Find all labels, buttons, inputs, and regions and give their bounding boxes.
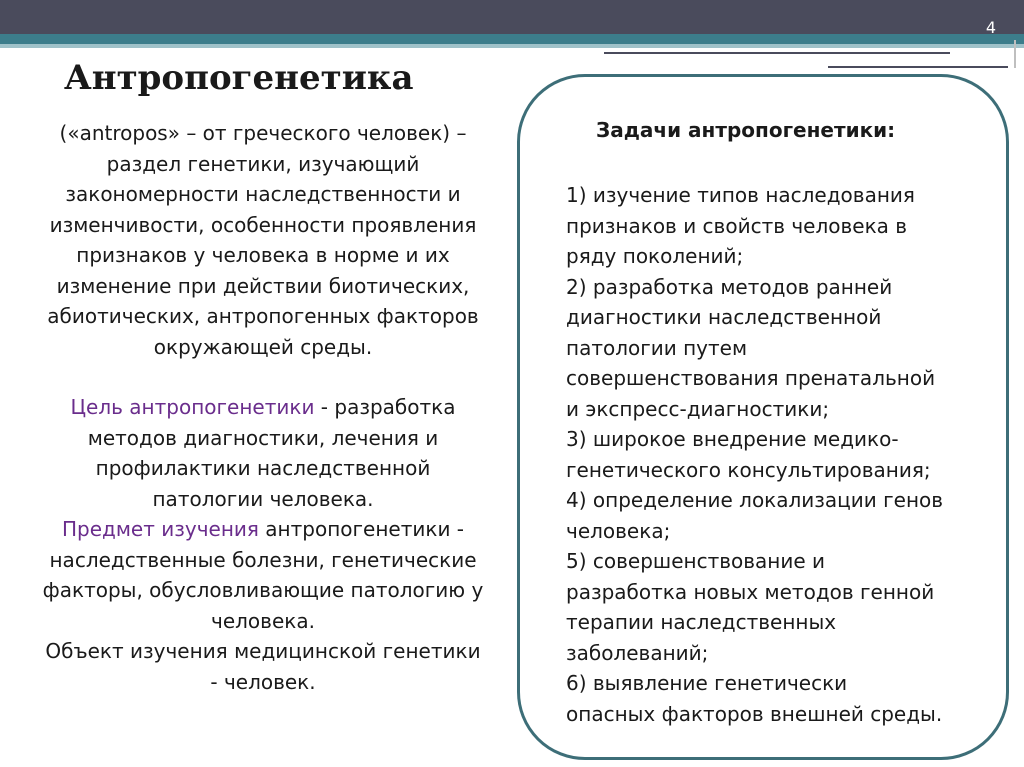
task-line: генетического консультирования; (566, 457, 931, 482)
task-line: и экспресс-диагностики; (566, 396, 830, 421)
definition-panel (18, 118, 508, 697)
goal-term: Цель антропогенетики (70, 395, 315, 419)
task-line: опасных факторов внешней среды. (566, 701, 943, 726)
task-line: 3) широкое внедрение медико- (566, 427, 899, 451)
definition-line: признаков у человека в норме и их (76, 243, 450, 267)
subject-text: антропогенетики - (258, 517, 465, 541)
decorative-line (604, 52, 950, 54)
goal-line: патологии человека. (152, 486, 374, 511)
task-line: терапии наследственных (566, 610, 837, 634)
goal-line: методов диагностики, лечения и (87, 425, 439, 450)
task-line: заболеваний; (566, 640, 709, 665)
task-line: 1) изучение типов наследования (566, 183, 915, 207)
goal-text: - разработка (314, 395, 456, 419)
header-band (0, 0, 1024, 34)
header-accent-band (0, 34, 1024, 44)
task-line: диагностики наследственной (566, 305, 882, 329)
page-number: 4 (985, 18, 996, 37)
task-line: 6) выявление генетически (566, 671, 848, 695)
header-accent-band-light (0, 44, 1024, 48)
paragraph-gap (18, 362, 508, 392)
object-line: - человек. (210, 669, 316, 694)
goal-line (18, 392, 508, 423)
task-line: 5) совершенствование и (566, 549, 826, 573)
decorative-line (828, 66, 1008, 68)
object-line: Объект изучения медицинской генетики (45, 639, 481, 663)
task-line: ряду поколений; (566, 244, 744, 268)
subject-line: наследственные болезни, генетические (49, 547, 477, 572)
subject-line: человека. (211, 608, 315, 633)
task-line: 4) определение локализации генов (566, 488, 944, 512)
task-line: разработка новых методов генной (566, 579, 935, 604)
definition-line: раздел генетики, изучающий (106, 151, 420, 176)
subject-line: факторы, обусловливающие патологию у (42, 578, 484, 602)
definition-line: абиотических, антропогенных факторов (47, 304, 479, 328)
definition-line: изменение при действии биотических, (56, 273, 470, 298)
slide-title: Антропогенетика (64, 58, 414, 98)
task-line: признаков и свойств человека в (566, 213, 908, 238)
definition-line: окружающей среды. (153, 334, 373, 359)
subject-term: Предмет изучения (61, 517, 259, 541)
definition-line: («antropos» – от греческого человек) – (59, 121, 467, 145)
task-line: совершенствования пренатальной (566, 366, 936, 390)
goal-line: профилактики наследственной (95, 456, 431, 480)
task-line: человека; (566, 518, 671, 543)
tasks-list (566, 180, 986, 729)
tasks-title: Задачи антропогенетики: (596, 118, 896, 142)
task-line: 2) разработка методов ранней (566, 274, 893, 299)
definition-line: изменчивости, особенности проявления (49, 212, 477, 237)
decorative-shadow (1014, 40, 1016, 68)
task-line: патологии путем (566, 335, 748, 360)
subject-line (18, 514, 508, 545)
definition-line: закономерности наследственности и (65, 182, 461, 206)
